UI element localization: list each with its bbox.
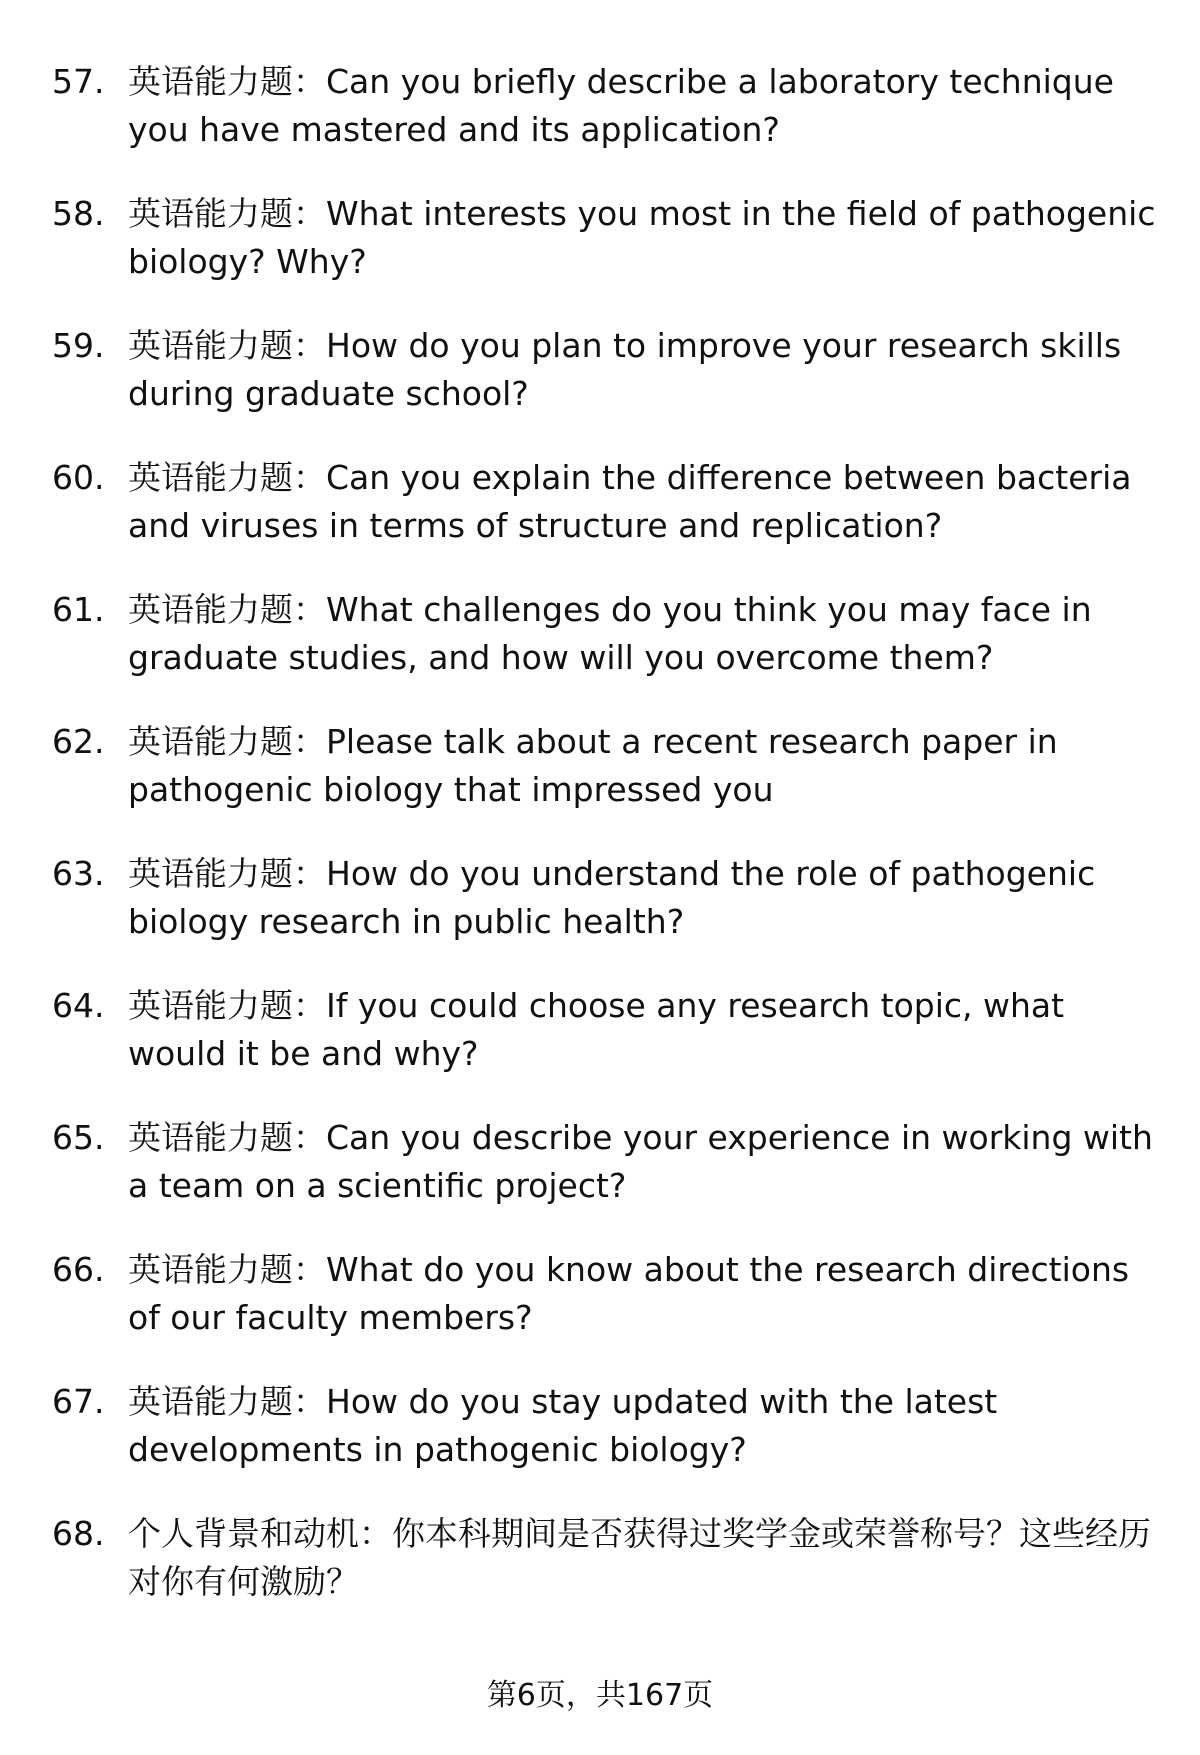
- question-number: 61.: [52, 590, 105, 629]
- page-footer: 第6页，共167页: [486, 1678, 714, 1713]
- question-number: 65.: [52, 1118, 105, 1157]
- question-number: 68.: [52, 1514, 105, 1553]
- question-item: [0, 454, 1200, 586]
- question-text: Can you describe your experience in working with a team on a scientific project?: [128, 1118, 1153, 1205]
- question-category: 英语能力题：: [128, 590, 326, 629]
- question-text: If you could choose any research topic, what would it be and why?: [128, 986, 1065, 1073]
- question-item: [0, 58, 1200, 190]
- question-body: [128, 1378, 1168, 1474]
- question-number: 63.: [52, 854, 105, 893]
- question-number: 67.: [52, 1382, 105, 1421]
- question-category: 英语能力题：: [128, 722, 326, 761]
- question-body: [128, 586, 1168, 682]
- question-text: Can you briefly describe a laboratory technique you have mastered and its application?: [128, 62, 1114, 149]
- question-text: What do you know about the research directions of our faculty members?: [128, 1250, 1130, 1337]
- question-number: 64.: [52, 986, 105, 1025]
- question-number: 60.: [52, 458, 105, 497]
- question-number: 59.: [52, 326, 105, 365]
- question-category: 英语能力题：: [128, 854, 326, 893]
- question-text: How do you understand the role of pathogenic biology research in public health?: [128, 854, 1096, 941]
- question-item: [0, 190, 1200, 322]
- question-item: [0, 1510, 1200, 1642]
- question-number: 62.: [52, 722, 105, 761]
- question-category: 英语能力题：: [128, 986, 326, 1025]
- question-number: 66.: [52, 1250, 105, 1289]
- question-category: 英语能力题：: [128, 326, 326, 365]
- question-text: What challenges do you think you may face in graduate studies, and how will you overcome them?: [128, 590, 1092, 677]
- question-list: [0, 58, 1200, 1642]
- question-item: [0, 982, 1200, 1114]
- question-number: 57.: [52, 62, 105, 101]
- question-text: Please talk about a recent research paper in pathogenic biology that impressed you: [128, 722, 1058, 809]
- question-item: [0, 1378, 1200, 1510]
- question-text: How do you plan to improve your research skills during graduate school?: [128, 326, 1122, 413]
- question-body: [128, 1246, 1168, 1342]
- question-body: [128, 718, 1168, 814]
- question-item: [0, 850, 1200, 982]
- question-number: 58.: [52, 194, 105, 233]
- question-category: 英语能力题：: [128, 62, 326, 101]
- question-text: 你本科期间是否获得过奖学金或荣誉称号？这些经历对你有何激励？: [128, 1514, 1151, 1601]
- question-category: 英语能力题：: [128, 1382, 326, 1421]
- question-text: What interests you most in the field of pathogenic biology? Why?: [128, 194, 1156, 281]
- question-body: [128, 190, 1168, 286]
- question-text: How do you stay updated with the latest developments in pathogenic biology?: [128, 1382, 998, 1469]
- question-item: [0, 718, 1200, 850]
- question-category: 英语能力题：: [128, 458, 326, 497]
- question-item: [0, 1114, 1200, 1246]
- question-body: [128, 982, 1168, 1078]
- question-item: [0, 1246, 1200, 1378]
- question-text: Can you explain the difference between bacteria and viruses in terms of structure and replication?: [128, 458, 1132, 545]
- question-body: [128, 1510, 1168, 1606]
- question-body: [128, 1114, 1168, 1210]
- question-body: [128, 454, 1168, 550]
- question-category: 英语能力题：: [128, 1118, 326, 1157]
- question-category: 英语能力题：: [128, 194, 326, 233]
- question-body: [128, 322, 1168, 418]
- question-category: 英语能力题：: [128, 1250, 326, 1289]
- question-body: [128, 58, 1168, 154]
- question-body: [128, 850, 1168, 946]
- question-category: 个人背景和动机：: [128, 1514, 392, 1553]
- question-item: [0, 586, 1200, 718]
- question-item: [0, 322, 1200, 454]
